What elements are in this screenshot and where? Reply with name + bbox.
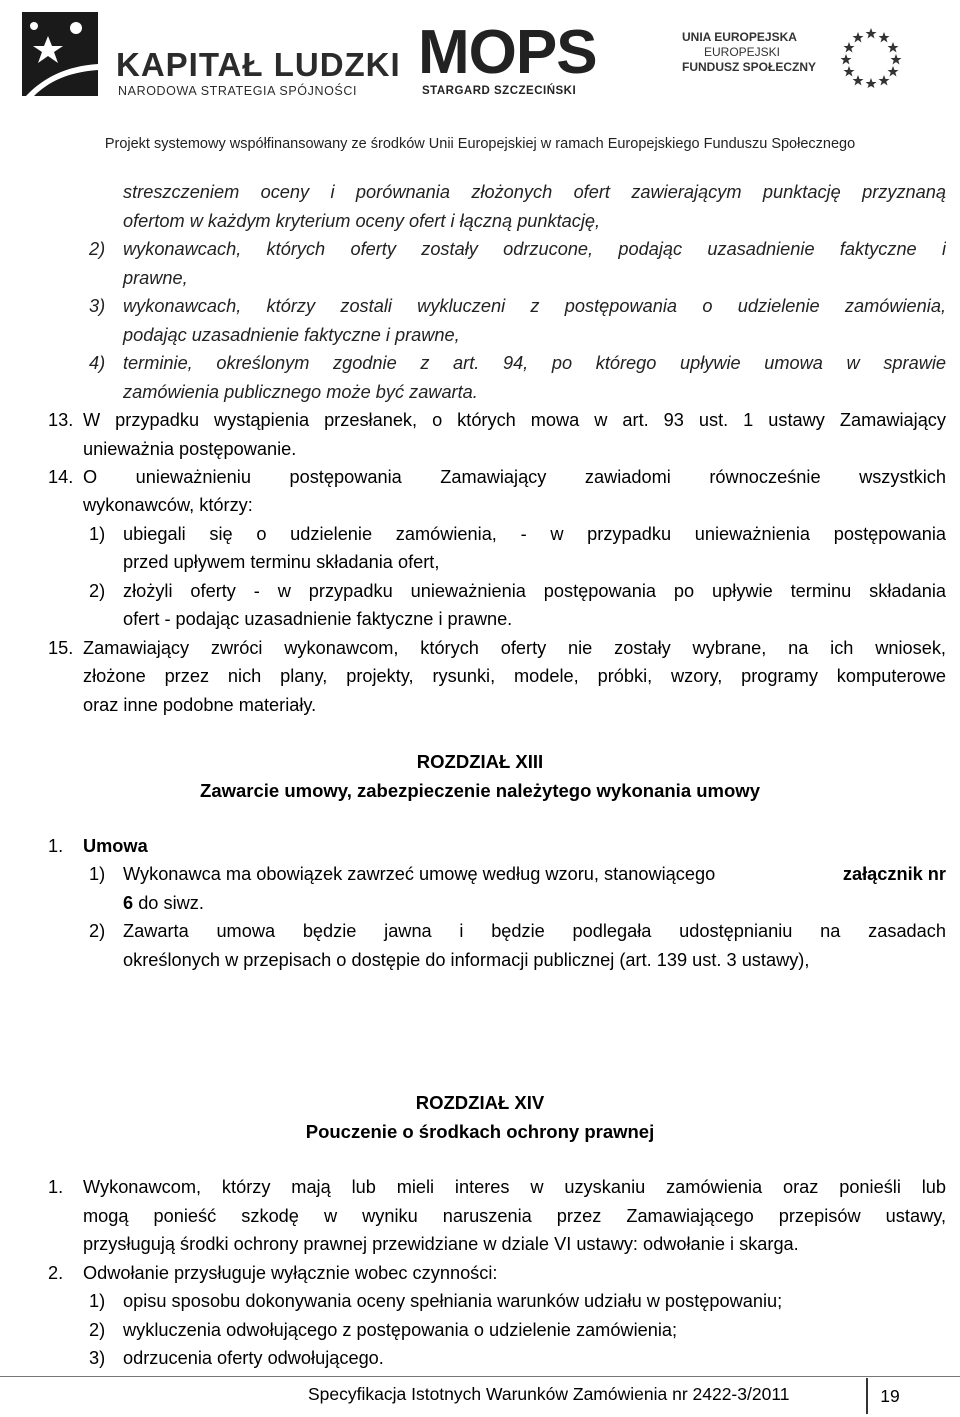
mops-subtitle: STARGARD SZCZECIŃSKI bbox=[422, 85, 577, 97]
text-span: Wykonawca ma obowiązek zawrzeć umowę według wzoru, stanowiącego bbox=[123, 864, 716, 884]
chapter-14-title: ROZDZIAŁ XIV bbox=[415, 1092, 545, 1113]
text-line: przysługują środki ochrony prawnej przewidziane w dziale VI ustawy: odwołanie i skarga. bbox=[83, 1234, 799, 1254]
list-number: 15. bbox=[48, 638, 74, 658]
text-line: streszczeniem oceny i porównania złożonych ofert zawierającym punktację przyznaną bbox=[123, 182, 946, 202]
list-number: 2) bbox=[89, 921, 106, 941]
annex-number: 6 bbox=[123, 893, 134, 913]
text-line: Odwołanie przysługuje wyłącznie wobec czynności: bbox=[83, 1263, 498, 1283]
text-line: oraz inne podobne materiały. bbox=[83, 695, 317, 715]
eu-stars-icon bbox=[832, 24, 910, 88]
text-line: wykonawcach, którzy zostali wykluczeni z postępowania o udzielenie zamówienia, bbox=[123, 296, 946, 316]
list-number: 1) bbox=[89, 864, 106, 884]
eu-line-1: UNIA EUROPEJSKA bbox=[682, 30, 797, 44]
kapital-ludzki-logo bbox=[18, 8, 401, 103]
text-line: złożone przez nich plany, projekty, rysunki, modele, próbki, wzory, programy komputerowe bbox=[83, 666, 946, 686]
text-line: ofert - podając uzasadnienie faktyczne i prawne. bbox=[123, 609, 513, 629]
list-number: 4) bbox=[89, 353, 106, 373]
mops-title: MOPS bbox=[418, 18, 597, 87]
chapter-14-subtitle: Pouczenie o środkach ochrony prawnej bbox=[305, 1121, 655, 1142]
text-line: Zawarta umowa będzie jawna i będzie podlegała udostępnianiu na zasadach bbox=[123, 921, 946, 941]
text-line: terminie, określonym zgodnie z art. 94, po którego upływie umowa w sprawie bbox=[123, 353, 946, 373]
list-number: 3) bbox=[89, 296, 106, 316]
text-line: określonych w przepisach o dostępie do informacji publicznej (art. 139 ust. 3 ustawy), bbox=[123, 950, 810, 970]
chapter-13-subtitle: Zawarcie umowy, zabezpieczenie należytego wykonania umowy bbox=[200, 780, 760, 801]
kapital-ludzki-subtitle: NARODOWA STRATEGIA SPÓJNOŚCI bbox=[118, 84, 358, 98]
list-number: 2) bbox=[89, 239, 106, 259]
project-funding-line: Projekt systemowy współfinansowany ze środków Unii Europejskiej w ramach Europejskiego Funduszu Społecznego bbox=[104, 136, 856, 152]
list-number: 1. bbox=[48, 1177, 64, 1197]
text-line: unieważnia postępowanie. bbox=[83, 439, 297, 459]
text-line: przed upływem terminu składania ofert, bbox=[123, 552, 440, 572]
text-line: O unieważnieniu postępowania Zamawiający zawiadomi równocześnie wszystkich bbox=[83, 467, 946, 487]
list-number: 14. bbox=[48, 467, 74, 487]
eu-logo bbox=[682, 30, 942, 100]
text-line: mogą ponieść szkodę w wyniku naruszenia przez Zamawiającego przepisów ustawy, bbox=[83, 1206, 946, 1226]
list-number: 2. bbox=[48, 1263, 64, 1283]
list-number: 3) bbox=[89, 1348, 106, 1368]
footer-divider bbox=[0, 1376, 960, 1377]
eu-line-3: FUNDUSZ SPOŁECZNY bbox=[682, 60, 817, 74]
list-number: 13. bbox=[48, 410, 74, 430]
page-number: 19 bbox=[866, 1378, 912, 1414]
list-number: 1) bbox=[89, 1291, 106, 1311]
text-line: ofertom w każdym kryterium oceny ofert i łączną punktację, bbox=[123, 211, 601, 231]
text-line bbox=[123, 864, 946, 892]
kapital-ludzki-star-icon bbox=[18, 8, 102, 100]
footer-title: Specyfikacja Istotnych Warunków Zamówienia nr 2422-3/2011 bbox=[308, 1384, 790, 1404]
text-line: wykonawców, którzy: bbox=[83, 495, 253, 515]
annex-reference: załącznik nr bbox=[842, 864, 946, 884]
eu-text bbox=[682, 30, 816, 75]
list-number: 1) bbox=[89, 524, 106, 544]
list-number: 2) bbox=[89, 581, 106, 601]
page-header bbox=[0, 0, 960, 160]
mops-logo bbox=[418, 18, 614, 106]
text-line: opisu sposobu dokonywania oceny spełniania warunków udziału w postępowaniu; bbox=[123, 1291, 783, 1311]
list-number: 1. bbox=[48, 836, 64, 856]
text-line bbox=[123, 893, 204, 921]
text-line: złożyli oferty - w przypadku unieważnienia postępowania po upływie terminu składania bbox=[123, 581, 946, 601]
text-line: Zamawiający zwróci wykonawcom, których oferty nie zostały wybrane, na ich wniosek, bbox=[83, 638, 946, 658]
chapter-13-title: ROZDZIAŁ XIII bbox=[416, 751, 544, 772]
kapital-ludzki-title: KAPITAŁ LUDZKI bbox=[116, 46, 401, 83]
text-line: odrzucenia oferty odwołującego. bbox=[123, 1348, 384, 1368]
text-line: Wykonawcom, którzy mają lub mieli interes w uzyskaniu zamówienia oraz ponieśli lub bbox=[83, 1177, 946, 1197]
text-line: ubiegali się o udzielenie zamówienia, - w przypadku unieważnienia postępowania bbox=[123, 524, 946, 544]
section-heading-umowa: Umowa bbox=[83, 836, 148, 856]
text-line: zamówienia publicznego może być zawarta. bbox=[123, 382, 478, 402]
eu-line-2: EUROPEJSKI bbox=[704, 45, 781, 59]
text-span: do siwz. bbox=[138, 893, 204, 913]
text-line: podając uzasadnienie faktyczne i prawne, bbox=[123, 325, 460, 345]
text-line: W przypadku wystąpienia przesłanek, o których mowa w art. 93 ust. 1 ustawy Zamawiający bbox=[83, 410, 946, 430]
text-line: wykluczenia odwołującego z postępowania o udzielenie zamówienia; bbox=[123, 1320, 678, 1340]
list-number: 2) bbox=[89, 1320, 106, 1340]
text-line: wykonawcach, których oferty zostały odrzucone, podając uzasadnienie faktyczne i bbox=[123, 239, 946, 259]
text-line: prawne, bbox=[123, 268, 188, 288]
